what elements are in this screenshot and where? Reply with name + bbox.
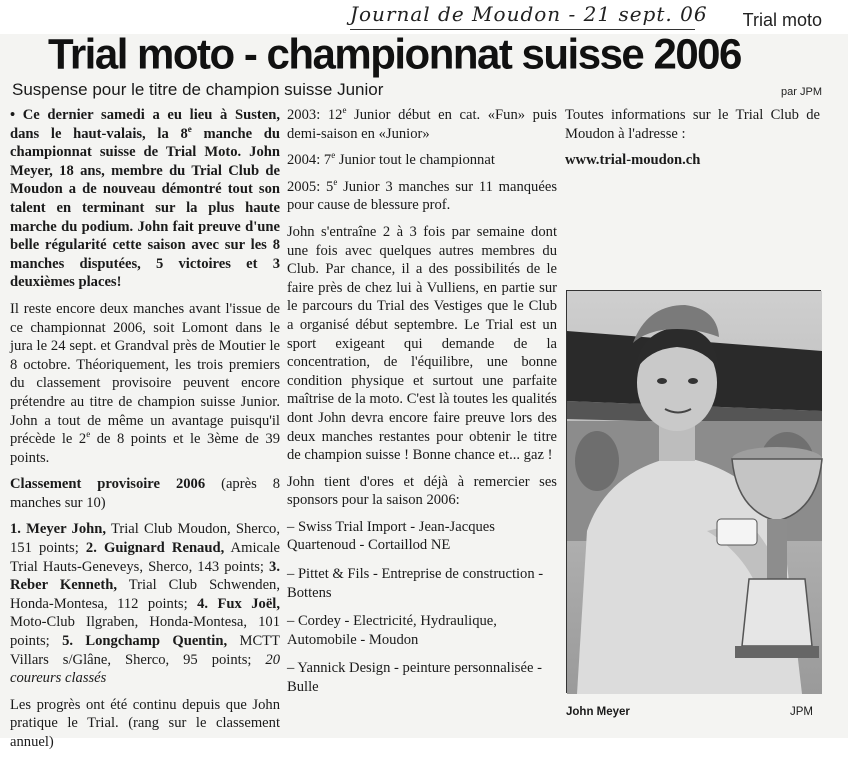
bullet-icon: • <box>10 107 16 123</box>
handwritten-text: Journal de Moudon - 21 sept. 06 <box>350 2 708 26</box>
rank-1-text: Trial Club Moudon, Sherco, 151 points; <box>10 521 280 557</box>
y2005-sup: e <box>333 176 338 187</box>
y2005-b: Junior 3 manches sur 11 manquées pour cause de blessure prof. <box>287 178 557 214</box>
sponsor-item: – Pittet & Fils - Entreprise de construction - Bottens <box>287 566 544 601</box>
rank-5-text: MCTT Villars s/Glâne, Sherco, 95 points; <box>10 633 281 668</box>
lead-text-a: Ce dernier samedi a eu lieu à Susten, dans le haut-valais, la 8 <box>10 107 280 142</box>
para2-text-a: Il reste encore deux manches avant l'issue de ce championnat 2006, soit Lomont dans le jura le 24 sept. et Grandval près de Moutier le 8 octobre. Théoriquement, les trois premiers du classement provisoire peuvent encore prétendre au titre de champion suisse Junior. John a tout de même un avantage puisqu'il précède le 2 <box>10 300 280 448</box>
ranking-note: (après 8 manches sur 10) <box>10 476 280 511</box>
y2005-a: 2005: 5 <box>287 178 334 195</box>
rank-3-name: 3. Reber Kenneth, <box>10 558 280 594</box>
sponsor-item: – Swiss Trial Import - Jean-Jacques Quartenoud - Cortaillod NE <box>287 518 495 554</box>
year-2003 <box>287 106 557 143</box>
rank-4-name: 4. Fux Joël, <box>197 595 280 612</box>
ranking-title: Classement provisoire 2006 <box>10 476 206 493</box>
rank-1-name: 1. Meyer John, <box>10 521 107 538</box>
paragraph-training: John s'entraîne 2 à 3 fois par semaine dont une fois avec quelques autres membres du Club. Par chance, il a des possibilités de le faire près de chez lui à Vulliens, en partie sur le parcours du Trial des Vestiges que le Club a organisé début septembre. Le Trial est un sport exigeant qui demande de la concentration, de l'équilibre, une bonne condition physique et surtout une parfaite maîtrise de la moto. C'est là toutes les qualités dont John devra encore faire preuve lors des deux manches restantes pour obtenir le titre de champion suisse ! Bonne chance et... gaz ! <box>287 223 557 464</box>
y2003-sup: e <box>342 105 347 116</box>
rank-2-name: 2. Guignard Renaud, <box>85 540 225 557</box>
article-column-2 <box>287 106 557 707</box>
lead-sup: e <box>187 123 192 134</box>
y2003-b: Junior début en cat. «Fun» puis demi-saison en «Junior» <box>287 107 557 142</box>
paragraph-progress: Les progrès ont été continu depuis que John pratique le Trial. (rang sur le classement annuel) <box>10 696 280 750</box>
sponsor-item: – Yannick Design - peinture personnalisée - Bulle <box>287 660 542 696</box>
ranking-list <box>10 520 280 687</box>
lead-text-b: manche du championnat suisse de Trial Moto. John Meyer, 18 ans, membre du Trial Club de Moudon a de nouveau démontré tout son talent en terminant sur la plus haute marche du podium. John fait preuve d'une belle régularité cette saison avec sur les 8 manches disputées, 5 victoires et 3 deuxièmes places! <box>10 125 281 291</box>
headline: Trial moto - championnat suisse 2006 <box>48 29 741 78</box>
para2-sup: e <box>86 429 91 440</box>
club-info: Toutes informations sur le Trial Club de Moudon à l'adresse : <box>565 107 820 142</box>
handwritten-source-note <box>350 2 708 32</box>
ranking-classified-count: 20 coureurs classés <box>10 651 280 687</box>
rank-3-text: Trial Club Schwenden, Honda-Montesa, 112 points; <box>10 577 280 612</box>
year-2004 <box>287 151 557 170</box>
rank-5-name: 5. Longchamp Quentin, <box>62 633 228 650</box>
ranking-heading <box>10 475 280 512</box>
rider-photo-illustration <box>567 291 822 694</box>
sponsor-item: – Cordey - Electricité, Hydraulique, Automobile - Moudon <box>287 613 497 648</box>
rank-4-text: Moto-Club Ilgraben, Honda-Montesa, 101 points; <box>10 614 280 650</box>
para2-text-b: de 8 points et le 3ème de 39 points. <box>10 431 280 466</box>
lead-paragraph <box>10 106 280 292</box>
article-column-1 <box>10 106 280 760</box>
rider-photo <box>566 290 821 693</box>
y2004-sup: e <box>331 150 336 161</box>
photo-credit: JPM <box>790 706 813 718</box>
y2004-a: 2004: 7 <box>287 152 332 169</box>
article-column-3 <box>565 106 820 178</box>
section-label: Trial moto <box>742 10 822 30</box>
rank-2-text: Amicale Trial Hauts-Geneveys, Sherco, 143 points; <box>10 540 280 575</box>
paragraph-remaining-rounds <box>10 300 280 467</box>
paragraph-sponsors: John tient d'ores et déjà à remercier ses sponsors pour la saison 2006: <box>287 473 557 509</box>
byline: par JPM <box>781 86 822 98</box>
photo-caption: John Meyer <box>566 706 630 718</box>
club-website-link[interactable]: www.trial-moudon.ch <box>565 152 701 169</box>
subtitle: Suspense pour le titre de champion suisse Junior <box>12 80 384 99</box>
year-2005 <box>287 178 557 215</box>
y2004-b: Junior tout le championnat <box>335 152 495 169</box>
y2003-a: 2003: 12 <box>287 107 343 123</box>
